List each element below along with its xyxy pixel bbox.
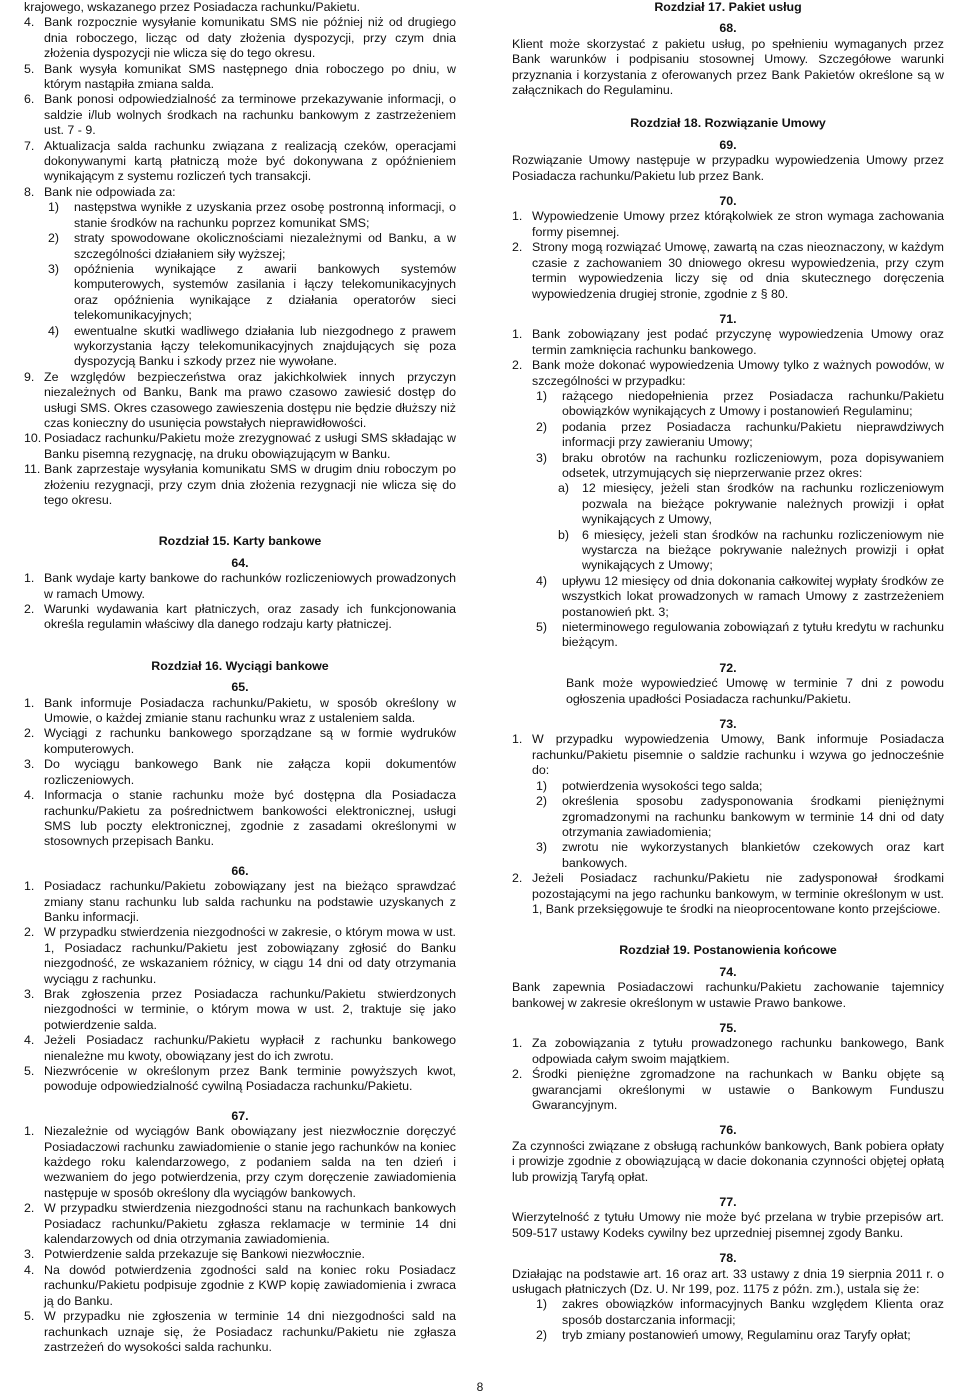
list-item	[24, 696, 456, 727]
paragraph-77-heading: 77.	[719, 1195, 737, 1210]
list-item-text: Bank zaprzestaje wysyłania komunikatu SMS w drugim dniu roboczym po złożeniu rezygnacji, przy czym dnia złożenia rezygnacji nie wlicza się do tego okresu.	[44, 462, 456, 507]
list-item	[24, 1247, 456, 1262]
paragraph-76-text: Za czynności związane z obsługą rachunków bankowych, Bank pobiera opłaty i prowizje zgodnie z obowiązującą w dacie dokonania czynności objętej opłatą lub prowizją Taryfą opłat.	[512, 1138, 944, 1184]
list-item-text: Informacja o stanie rachunku może być dostępna dla Posiadacza rachunku/Pakietu za pośrednictwem bankowości elektronicznej, usługi SMS lub poczty elektronicznej, zgodnie z zasadami określonymi w stosownych przepisach Banku.	[44, 788, 456, 849]
list-item-number: 1)	[536, 778, 548, 793]
list-item-number: 2.	[24, 602, 35, 617]
list-item-number: 1)	[536, 1297, 548, 1312]
list-item-text: 6 miesięcy, jeżeli stan środków na rachunku rozliczeniowym nie wystarcza na bieżące pokrywanie należnych prowizji i opłat wynikających z Umowy;	[582, 527, 944, 573]
list-item-number: 2)	[536, 419, 548, 434]
list-item	[24, 1201, 456, 1247]
list-item-text: Posiadacz rachunku/Pakietu może zrezygnować z usługi SMS składając w Banku pisemną rezygnację, na druku obowiązującym w Banku.	[44, 431, 456, 461]
paragraph-69-text: Rozwiązanie Umowy następuje w przypadku wypowiedzenia Umowy przez Posiadacza rachunku/Pakietu lub przez Bank.	[512, 153, 944, 183]
list-item-number: 4.	[24, 1033, 35, 1048]
paragraph-68-heading: 68.	[719, 21, 737, 36]
list-item-text: tryb zmiany postanowień umowy, Regulaminu oraz Taryfy opłat;	[562, 1328, 911, 1343]
list-item	[512, 871, 944, 917]
list-item	[24, 879, 456, 925]
list-item-text: Do wyciągu bankowego Bank nie załącza kopii dokumentów rozliczeniowych.	[44, 757, 456, 787]
list-item-number: 11.	[24, 462, 41, 477]
list-item	[536, 840, 944, 871]
list-item	[24, 602, 456, 633]
list-item-text: podania przez Posiadacza rachunku/Pakietu nieprawdziwych informacji przy zawieraniu Umowy;	[562, 419, 944, 450]
list-item-number: 4)	[536, 573, 548, 588]
paragraph-76-heading: 76.	[719, 1123, 737, 1138]
list-item-number: 1)	[536, 388, 548, 403]
list-item	[558, 528, 944, 574]
list-item	[24, 139, 456, 185]
left-column	[24, 0, 456, 1355]
paragraph-74-heading: 74.	[719, 964, 737, 979]
list-item	[558, 481, 944, 527]
list-item-text: Strony mogą rozwiązać Umowę, zawartą na czas nieoznaczony, w każdym czasie z zachowaniem 30 dniowego okresu wypowiedzenia, przy czym termin wypowiedzenia liczy się od dnia skutecznego doręczenia wypowiedzenia drugiej stronie, zgodnie z § 80.	[532, 240, 944, 301]
list-item-text: Warunki wydawania kart płatniczych, oraz zasady ich funkcjonowania określa regulamin właściwy dla danego rodzaju karty płatniczej.	[44, 602, 456, 632]
list-item	[48, 262, 456, 324]
list-item-number: 2.	[512, 358, 523, 373]
list-item	[512, 1036, 944, 1067]
carry-over-text: krajowego, wskazanego przez Posiadacza rachunku/Pakietu.	[24, 0, 361, 14]
list-item	[24, 15, 456, 61]
paragraph-68-text: Klient może skorzystać z pakietu usług, po spełnieniu wymaganych przez Bank warunków i podpisaniu stosownej Umowy. Szczegółowe warunki przyznania i korzystania z oferowanych przez Bank Pakietów określone są w załącznikach do Regulaminu.	[512, 36, 944, 98]
list-item	[536, 389, 944, 420]
list-item-text: Bank ponosi odpowiedzialność za terminowe przekazywanie informacji, o saldzie i/lub wolnych środkach na rachunku bankowym z zastrzeżeniem ust. 7 - 9.	[44, 92, 456, 138]
list-item-text: Wypowiedzenie Umowy przez którąkolwiek ze stron wymaga zachowania formy pisemnej.	[532, 209, 944, 239]
paragraph-66-list	[24, 879, 456, 1095]
sms-8-sublist	[24, 200, 456, 369]
paragraph-78-heading: 78.	[719, 1251, 737, 1266]
list-item-text: Jeżeli Posiadacz rachunku/Pakietu wypłacił z rachunku bankowego nienależne mu kwoty, obowiązany jest do ich zwrotu.	[44, 1033, 456, 1063]
list-item-text: Bank wysyła komunikat SMS następnego dnia roboczego po dniu, w którym nastąpiła zmiana salda.	[44, 61, 456, 92]
list-item-number: 1.	[24, 879, 35, 894]
list-item	[24, 1124, 456, 1201]
list-item	[24, 185, 456, 200]
list-item	[24, 757, 456, 788]
paragraph-77-text: Wierzytelność z tytułu Umowy nie może być przelana w trybie przepisów art. 509-517 ustawy Kodeks cywilny bez uprzedniej pisemnej zgody Banku.	[512, 1210, 944, 1240]
list-item-text: W przypadku wypowiedzenia Umowy, Bank informuje Posiadacza rachunku/Pakietu pisemnie o saldzie rachunku i wzywa go jednocześnie do:	[532, 732, 944, 778]
paragraph-65-heading: 65.	[231, 680, 249, 695]
list-item-text: Bank wydaje karty bankowe do rachunków rozliczeniowych prowadzonych w ramach Umowy.	[44, 571, 456, 601]
list-item-text: 12 miesięcy, jeżeli stan środków na rachunku rozliczeniowym pozwala na bieżące pokrywanie należnych prowizji i opłat wynikających z Umowy,	[582, 481, 944, 527]
chapter-19-heading: Rozdział 19. Postanowienia końcowe	[619, 943, 837, 958]
list-item-number: 1.	[24, 695, 35, 710]
list-item	[536, 779, 944, 794]
list-item	[48, 231, 456, 262]
paragraph-71-heading: 71.	[719, 311, 737, 326]
list-item-text: Bank może dokonać wypowiedzenia Umowy tylko z ważnych powodów, w szczególności w przypadku:	[532, 358, 944, 388]
list-item-number: 4.	[24, 1262, 35, 1277]
list-item	[24, 1309, 456, 1355]
list-item-text: zakres obowiązków informacyjnych Banku względem Klienta oraz sposób dostarczania informacji;	[562, 1297, 944, 1327]
list-item-number: 7.	[24, 138, 35, 153]
list-item-text: nieterminowego regulowania zobowiązań z tytułu kredytu w rachunku bieżącym.	[562, 620, 944, 650]
paragraph-70-list	[512, 209, 944, 301]
paragraph-69-heading: 69.	[719, 137, 737, 152]
list-item	[536, 1328, 944, 1343]
list-item	[24, 726, 456, 757]
list-item-number: 2.	[24, 1201, 35, 1216]
list-item	[512, 1067, 944, 1113]
paragraph-75-heading: 75.	[719, 1020, 737, 1035]
list-item-number: a)	[558, 481, 570, 496]
paragraph-71-list	[512, 327, 944, 389]
paragraph-66-heading: 66.	[231, 863, 249, 878]
paragraph-65-list	[24, 696, 456, 850]
list-item-text: Potwierdzenie salda przekazuje się Bankowi niezwłocznie.	[44, 1247, 365, 1262]
list-item	[24, 987, 456, 1033]
list-item-text: potwierdzenia wysokości tego salda;	[562, 778, 763, 793]
list-item	[24, 925, 456, 987]
list-item-number: 2.	[512, 240, 523, 255]
list-item	[512, 240, 944, 302]
list-item-text: Jeżeli Posiadacz rachunku/Pakietu nie zadysponował środkami pozostającymi na jego rachunku bankowym, w terminie określonym w ust. 1, Bank przeksięgowuje te środki na nieoprocentowane konto przejściowe.	[532, 871, 944, 916]
list-item-text: Bank rozpocznie wysyłanie komunikatu SMS nie później niż od drugiego dnia roboczego, licząc od daty złożenia dyspozycji, przy czym dnia złożenia dyspozycji nie wlicza się do tego okresu.	[44, 15, 456, 61]
list-item-number: 2)	[536, 794, 548, 809]
list-item-number: 10.	[24, 431, 42, 446]
list-item-number: 1)	[48, 200, 60, 215]
paragraph-73-list	[512, 732, 944, 778]
list-item-text: braku obrotów na rachunku rozliczeniowym, poza dopisywaniem odsetek, utrzymujących się nieprzerwanie przez okres:	[562, 450, 944, 480]
chapter-18-heading: Rozdział 18. Rozwiązanie Umowy	[630, 116, 826, 131]
list-item	[512, 358, 944, 389]
list-item-number: 9.	[24, 369, 35, 384]
list-item-text: zwrotu nie wykorzystanych blankietów czekowych oraz kart bankowych.	[562, 840, 944, 870]
list-item-text: ewentualne skutki wadliwego działania lub niezgodnego z prawem wykorzystania łączy telekomunikacyjnych znajdujących się poza dyspozycją Banku i szkody przez nie wywołane.	[74, 323, 456, 369]
list-item-number: 3)	[536, 840, 548, 855]
list-item	[24, 62, 456, 93]
list-item	[48, 324, 456, 370]
sms-list	[24, 15, 456, 200]
paragraph-64-heading: 64.	[231, 555, 249, 570]
paragraph-71-2-sublist-b	[512, 574, 944, 651]
list-item-number: 1.	[512, 1036, 523, 1051]
paragraph-70-heading: 70.	[719, 194, 737, 209]
list-item	[536, 451, 944, 482]
list-item-number: 2.	[512, 1067, 523, 1082]
list-item-text: straty spowodowane okolicznościami niezależnymi od Banku, a w szczególności działaniem siły wyższej;	[74, 231, 456, 261]
list-item-text: Niezależnie od wyciągów Bank obowiązany jest niezwłocznie doręczyć Posiadaczowi rachunku zawiadomienie o stanie jego rachunków na koniec każdego roku kalendarzowego, z podaniem salda na ten dzień i wezwaniem do jego potwierdzenia, przy czym doręczenie zawiadomienia następuje w sposób określony dla wyciągów bankowych.	[44, 1124, 456, 1200]
list-item-text: Na dowód potwierdzenia zgodności sald na koniec roku Posiadacz rachunku/Pakietu podpisuje zgodnie z KWP kopię zawiadomienia i zwraca ją do Banku.	[44, 1262, 456, 1308]
list-item-number: 3)	[536, 450, 548, 465]
list-item-number: 3.	[24, 1247, 35, 1262]
paragraph-64-list	[24, 571, 456, 633]
list-item-number: 2.	[512, 871, 523, 886]
list-item-number: 2.	[24, 925, 35, 940]
list-item-text: Aktualizacja salda rachunku związana z realizacją czeków, operacjami dokonywanymi kartą płatniczą może być dokonywana z opóźnieniem wynikającym z systemu rozliczeń tych transakcji.	[44, 138, 456, 184]
list-item-number: 2.	[24, 726, 35, 741]
paragraph-67-list	[24, 1124, 456, 1355]
chapter-17-heading: Rozdział 17. Pakiet usług	[654, 0, 802, 14]
list-item-text: rażącego niedopełnienia przez Posiadacza rachunku/Pakietu obowiązków wynikających z Umowy i postanowień Regulaminu;	[562, 388, 944, 419]
list-item-number: 5.	[24, 1309, 35, 1324]
list-item-text: następstwa wynikłe z uzyskania przez osobę postronną informacji, o stanie środków na rachunku poprzez komunikat SMS;	[74, 200, 456, 230]
paragraph-74-text: Bank zapewnia Posiadaczowi rachunku/Pakietu zachowanie tajemnicy bankowej w zakresie określonym w ustawie Prawo bankowe.	[512, 980, 944, 1010]
list-item	[24, 92, 456, 138]
list-item-number: 1.	[24, 1124, 35, 1139]
list-item	[24, 571, 456, 602]
paragraph-73-list-b	[512, 871, 944, 917]
list-item-number: 8.	[24, 184, 35, 199]
right-column	[512, 0, 944, 1344]
list-item-number: 4.	[24, 15, 35, 30]
paragraph-78-sublist	[512, 1297, 944, 1343]
list-item-text: upływu 12 miesięcy od dnia dokonania całkowitej wypłaty środków ze wszystkich lokat prowadzonych w ramach Umowy z zastrzeżeniem postanowień pkt. 3;	[562, 573, 944, 619]
list-item-number: 1.	[512, 209, 523, 224]
list-item	[24, 370, 456, 432]
list-item-text: Bank informuje Posiadacza rachunku/Pakietu, w sposób określony w Umowie, o każdej zmianie stanu rachunku wraz z ustaleniem salda.	[44, 695, 456, 726]
list-item-text: W przypadku stwierdzenia niezgodności w zakresie, o którym mowa w ust. 1, Posiadacz rachunku/Pakietu jest zobowiązany zgłosić do Banku niezgodność, ze wskazaniem różnicy, w ciągu 14 dni od daty otrzymania wyciągu z rachunku.	[44, 925, 456, 986]
list-item-number: 5)	[536, 620, 548, 635]
list-item-number: 2)	[536, 1328, 548, 1343]
list-item-number: 4.	[24, 788, 35, 803]
paragraph-75-list	[512, 1036, 944, 1113]
page-number: 8	[476, 1380, 484, 1394]
list-item	[24, 1263, 456, 1309]
list-item-text: Środki pieniężne zgromadzone na rachunkach w Banku objęte są gwarancjami określonymi w ustawie o Bankowym Funduszu Gwarancyjnym.	[532, 1067, 944, 1112]
list-item	[536, 620, 944, 651]
list-item-text: W przypadku nie zgłoszenia w terminie 14 dni niezgodności sald na rachunkach uznaje się, że Posiadacz rachunku/Pakietu nie zgłasza zastrzeżeń do wysokości salda rachunku.	[44, 1309, 456, 1354]
paragraph-72-heading: 72.	[719, 660, 737, 675]
list-item-number: 4)	[48, 323, 60, 338]
list-item-number: 3)	[48, 261, 60, 276]
list-item-number: 5.	[24, 61, 35, 76]
list-item-number: 2)	[48, 231, 60, 246]
list-item-number: 1.	[24, 571, 35, 586]
list-item-number: 1.	[512, 327, 523, 342]
list-item-text: opóźnienia wynikające z awarii bankowych systemów komputerowych, systemów zasilania i łączy telekomunikacyjnych oraz opóźnienia wynikające z działania operatorów sieci telekomunikacyjnych;	[74, 261, 456, 323]
list-item	[512, 732, 944, 778]
paragraph-67-heading: 67.	[231, 1108, 249, 1123]
list-item	[24, 1033, 456, 1064]
paragraph-73-1-sublist	[512, 779, 944, 871]
list-item	[24, 788, 456, 850]
list-item	[536, 794, 944, 840]
list-item	[536, 420, 944, 451]
list-item	[536, 574, 944, 620]
list-item	[24, 462, 456, 508]
list-item-text: Za zobowiązania z tytułu prowadzonego rachunku bankowego, Bank odpowiada całym swoim majątkiem.	[532, 1036, 944, 1066]
list-item-text: określenia sposobu zadysponowania środkami pieniężnymi zgromadzonymi na rachunku bankowym w terminie 14 dni od daty otrzymania zawiadomienia;	[562, 794, 944, 839]
list-item	[24, 1064, 456, 1095]
list-item-text: Niezwrócenie w określonym przez Bank terminie powyższych kwot, powoduje odpowiedzialność cywilną Posiadacza rachunku/Pakietu.	[44, 1064, 456, 1094]
list-item-text: Wyciągi z rachunku bankowego sporządzane są w formie wydruków komputerowych.	[44, 726, 456, 756]
list-item-number: 6.	[24, 92, 35, 107]
list-item	[536, 1297, 944, 1328]
list-item-text: Bank zobowiązany jest podać przyczynę wypowiedzenia Umowy oraz termin zamknięcia rachunku bankowego.	[532, 327, 944, 357]
paragraph-71-2-sublist	[512, 389, 944, 481]
list-item-number: 5.	[24, 1064, 35, 1078]
chapter-15-heading: Rozdział 15. Karty bankowe	[158, 534, 322, 549]
list-item-text: Brak zgłoszenia przez Posiadacza rachunku/Pakietu stwierdzonych niezgodności w terminie, o którym mowa w ust. 2, traktuje się jako potwierdzenie salda.	[44, 986, 456, 1032]
paragraph-78-text: Działając na podstawie art. 16 oraz art. 33 ustawy z dnia 19 sierpnia 2011 r. o usługach płatniczych (Dz. U. Nr 199, poz. 1175 z późn. zm.), ustala się że:	[512, 1266, 944, 1297]
list-item	[48, 200, 456, 231]
list-item	[24, 431, 456, 462]
paragraph-73-heading: 73.	[719, 717, 737, 732]
list-item	[512, 209, 944, 240]
list-item-number: 3.	[24, 986, 35, 1001]
chapter-16-heading: Rozdział 16. Wyciągi bankowe	[151, 658, 329, 673]
list-item-number: 1.	[512, 732, 523, 747]
list-item-number: b)	[558, 527, 570, 542]
paragraph-71-2-3-sublist	[512, 481, 944, 573]
list-item	[512, 327, 944, 358]
list-item-text: W przypadku stwierdzenia niezgodności stanu na rachunkach bankowych Posiadacz rachunku/Pakietu zgłasza reklamacje w terminie 14 dni kalendarzowych od dnia otrzymania zawiadomienia.	[44, 1201, 456, 1247]
paragraph-72-text: Bank może wypowiedzieć Umowę w terminie 7 dni z powodu ogłoszenia upadłości Posiadacza rachunku/Pakietu.	[566, 676, 944, 706]
list-item-text: Posiadacz rachunku/Pakietu zobowiązany jest na bieżąco sprawdzać zmiany stanu rachunku lub salda rachunku na podstawie uzyskanych z Banku informacji.	[44, 879, 456, 924]
sms-list-tail	[24, 370, 456, 509]
list-item-text: Ze względów bezpieczeństwa oraz jakichkolwiek innych przyczyn niezależnych od Banku, Bank ma prawo czasowo zawiesić dostęp do usługi SMS. Okres czasowego zawieszenia dostępu nie będzie dłuższy niż czas konieczny do usunięcia powstałych nieprawidłowości.	[44, 369, 456, 430]
list-item-number: 3.	[24, 757, 35, 772]
list-item-text: Bank nie odpowiada za:	[44, 184, 176, 199]
